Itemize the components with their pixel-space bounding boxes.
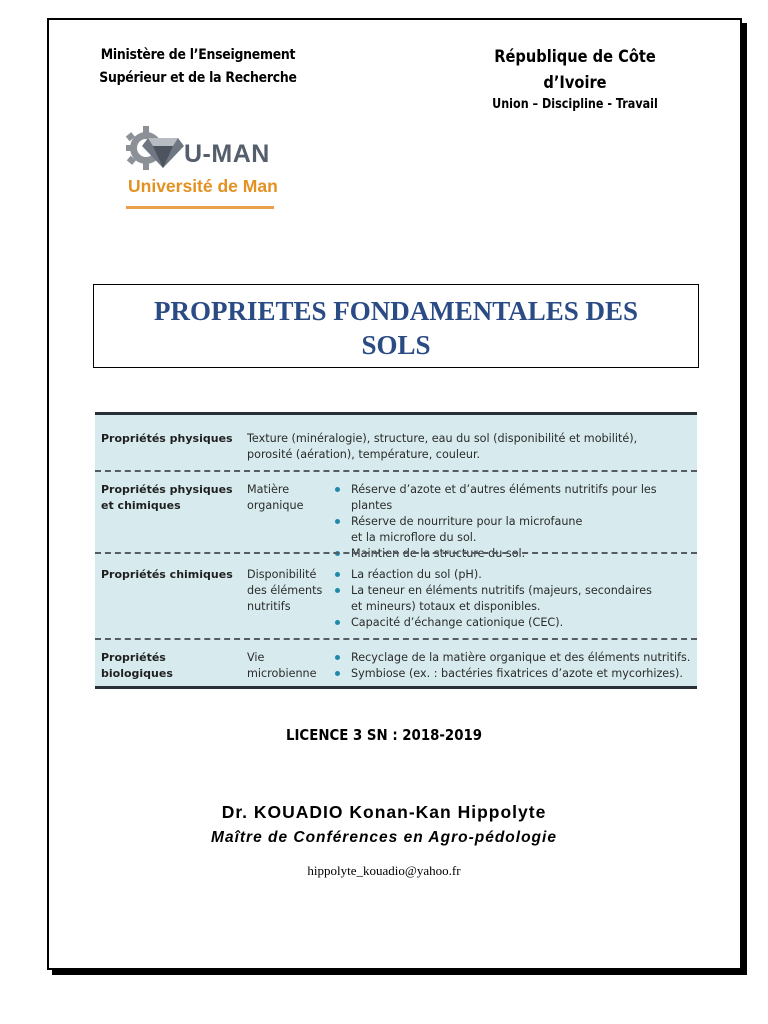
list-item-continuation: et la microflore du sol. — [351, 531, 477, 544]
gear-diamond-icon — [124, 124, 186, 176]
licence-year: LICENCE 3 SN : 2018-2019 — [285, 726, 483, 744]
list-item: Capacité d’échange cationique (CEC). — [333, 615, 693, 631]
republic-name: République de Côte d’Ivoire — [494, 47, 656, 93]
list-item: Maintien de la structure du sol. — [333, 546, 693, 562]
list-item: La réaction du sol (pH). — [333, 567, 693, 583]
university-logo — [124, 120, 284, 216]
document-title — [93, 284, 699, 368]
list-item-continuation: et mineurs) totaux et disponibles. — [351, 600, 541, 613]
row-subcategory: Disponibilité des éléments nutritifs — [247, 568, 323, 613]
republic-header — [472, 44, 678, 114]
table-row — [95, 640, 697, 689]
row-subcategory: Vie microbienne — [247, 651, 317, 680]
list-item: La teneur en éléments nutritifs (majeurs, secondaires — [333, 583, 693, 599]
list-item: Symbiose (ex. : bactéries fixatrices d’azote et mycorhizes). — [333, 666, 693, 682]
logo-name: U-MAN — [184, 140, 270, 168]
ministry-line-1: Ministère de l’Enseignement — [100, 47, 296, 63]
logo-underline — [126, 206, 274, 209]
title-line-1: PROPRIETES FONDAMENTALES DES — [153, 296, 639, 326]
list-item: Réserve d’azote et d’autres éléments nutritifs pour les plantes — [333, 482, 693, 514]
row-description: Texture (minéralogie), structure, eau du sol (disponibilité et mobilité), porosité (aération), température, couleur. — [247, 432, 638, 461]
author-name: Dr. KOUADIO Konan-Kan Hippolyte — [221, 802, 547, 822]
ministry-line-2: Supérieur et de la Recherche — [99, 70, 297, 86]
republic-motto: Union – Discipline - Travail — [492, 97, 658, 112]
row-bullets — [333, 650, 693, 682]
ministry-header — [95, 44, 301, 90]
row-bullets — [333, 567, 693, 631]
table-row — [95, 554, 697, 640]
row-subcategory: Matière organique — [247, 483, 304, 512]
soil-properties-table — [95, 412, 697, 689]
title-line-2: SOLS — [361, 330, 431, 360]
row-category: Propriétés chimiques — [101, 568, 233, 581]
row-bullets — [333, 482, 693, 562]
author-role: Maître de Conférences en Agro-pédologie — [211, 829, 557, 846]
logo-subtitle: Université de Man — [128, 176, 278, 196]
table-row — [95, 472, 697, 560]
row-category: Propriétés biologiques — [101, 651, 173, 680]
table-row — [95, 415, 697, 472]
list-item: Réserve de nourriture pour la microfaune — [333, 514, 693, 530]
author-email: hippolyte_kouadio@yahoo.fr — [307, 863, 461, 878]
list-item: Recyclage de la matière organique et des éléments nutritifs. — [333, 650, 693, 666]
row-category: Propriétés physiques et chimiques — [101, 483, 233, 512]
row-category: Propriétés physiques — [101, 432, 233, 445]
